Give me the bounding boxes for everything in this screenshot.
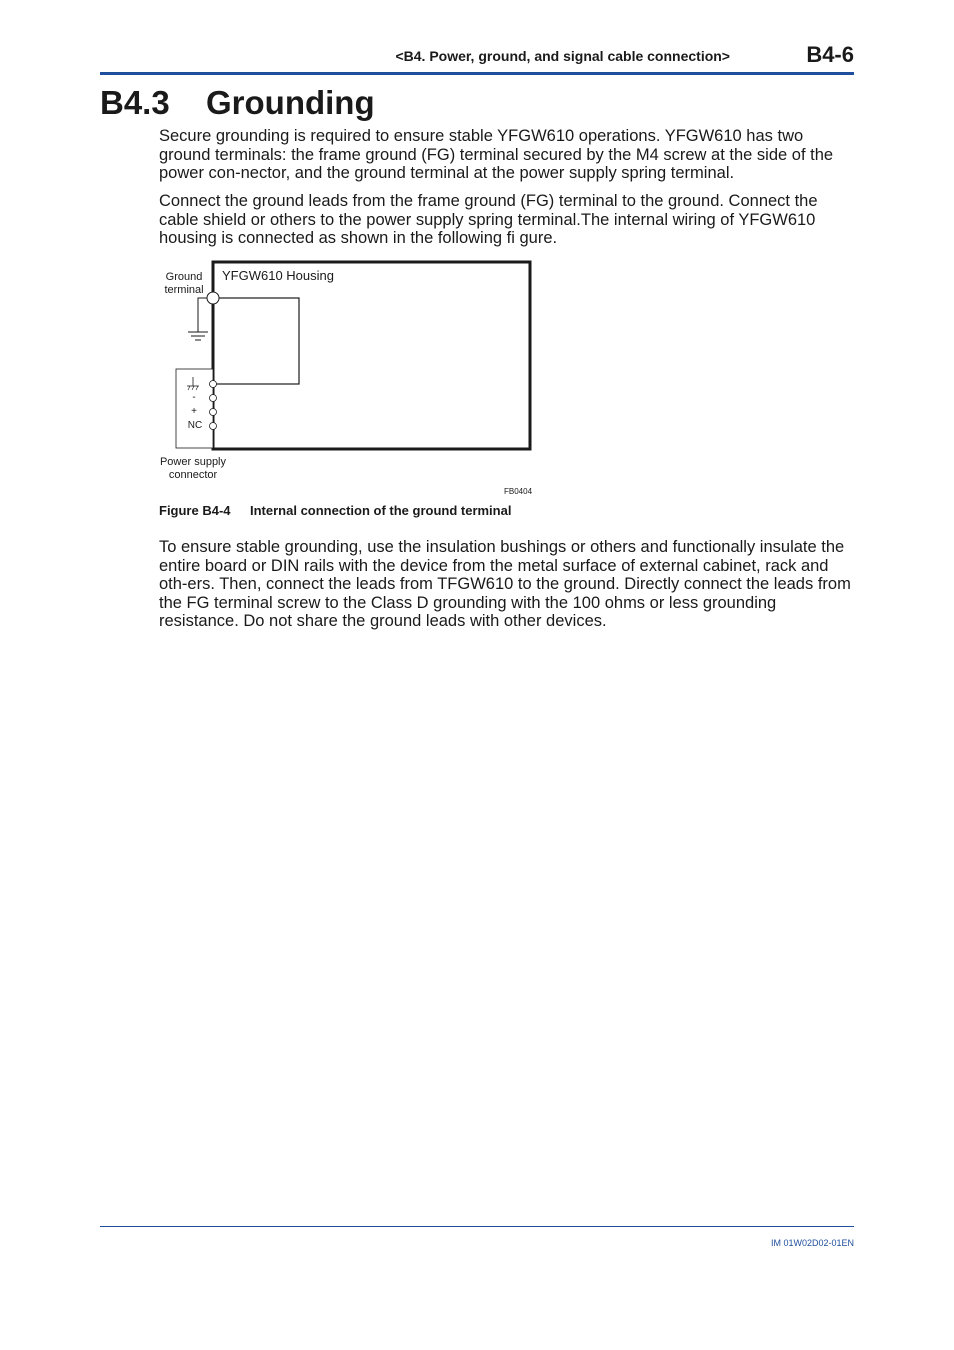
connector-terminal-nc	[210, 423, 217, 430]
section-title: Grounding	[206, 84, 375, 121]
footer-rule	[100, 1226, 854, 1227]
ground-terminal-label: Ground terminal	[164, 271, 204, 296]
figure-caption	[159, 503, 511, 518]
figure-caption-text: Internal connection of the ground terminal	[250, 503, 512, 518]
grounding-diagram	[150, 255, 550, 505]
footer-document-id: IM 01W02D02-01EN	[770, 1238, 854, 1248]
housing-outline	[213, 262, 530, 449]
connector-terminal-plus	[210, 409, 217, 416]
connector-terminal-fg	[210, 381, 217, 388]
terminal-minus-label: -	[192, 392, 196, 403]
section-heading	[100, 84, 375, 122]
paragraph-intro: Secure grounding is required to ensure stable YFGW610 operations. YFGW610 has two ground terminals: the frame ground (FG) terminal secured by the M4 screw at the side of the power con-nector, and the ground terminal at the power supply spring terminal.	[159, 127, 834, 182]
figure-caption-number: Figure B4-4	[159, 503, 231, 518]
figure-code: FB0404	[504, 487, 533, 496]
paragraph-connection: Connect the ground leads from the frame ground (FG) terminal to the ground. Connect the cable shield or others to the power supply spring terminal.The internal wiring of YFGW610 housing is connected as shown in the following fi gure.	[159, 192, 818, 247]
header-chapter-title: <B4. Power, ground, and signal cable connection>	[395, 48, 730, 64]
internal-block	[213, 298, 299, 384]
terminal-plus-label: +	[191, 406, 197, 417]
paragraph-grounding-practice: To ensure stable grounding, use the insulation bushings or others and functionally insulate the entire board or DIN rails with the device from the metal surface of external cabinet, rack and oth-ers. Then, connect the leads from TFGW610 to the ground. Directly connect the leads from the FG terminal screw to the Class D grounding with the 100 ohms or less grounding resistance. Do not share the ground leads with other devices.	[159, 538, 851, 630]
page-number: B4-6	[806, 42, 854, 67]
section-number: B4.3	[100, 84, 170, 121]
power-supply-connector-label: Power supply connector	[159, 456, 227, 481]
connector-terminal-minus	[210, 395, 217, 402]
terminal-nc-label: NC	[187, 420, 203, 431]
housing-label: YFGW610 Housing	[222, 268, 334, 283]
header-rule	[100, 72, 854, 75]
